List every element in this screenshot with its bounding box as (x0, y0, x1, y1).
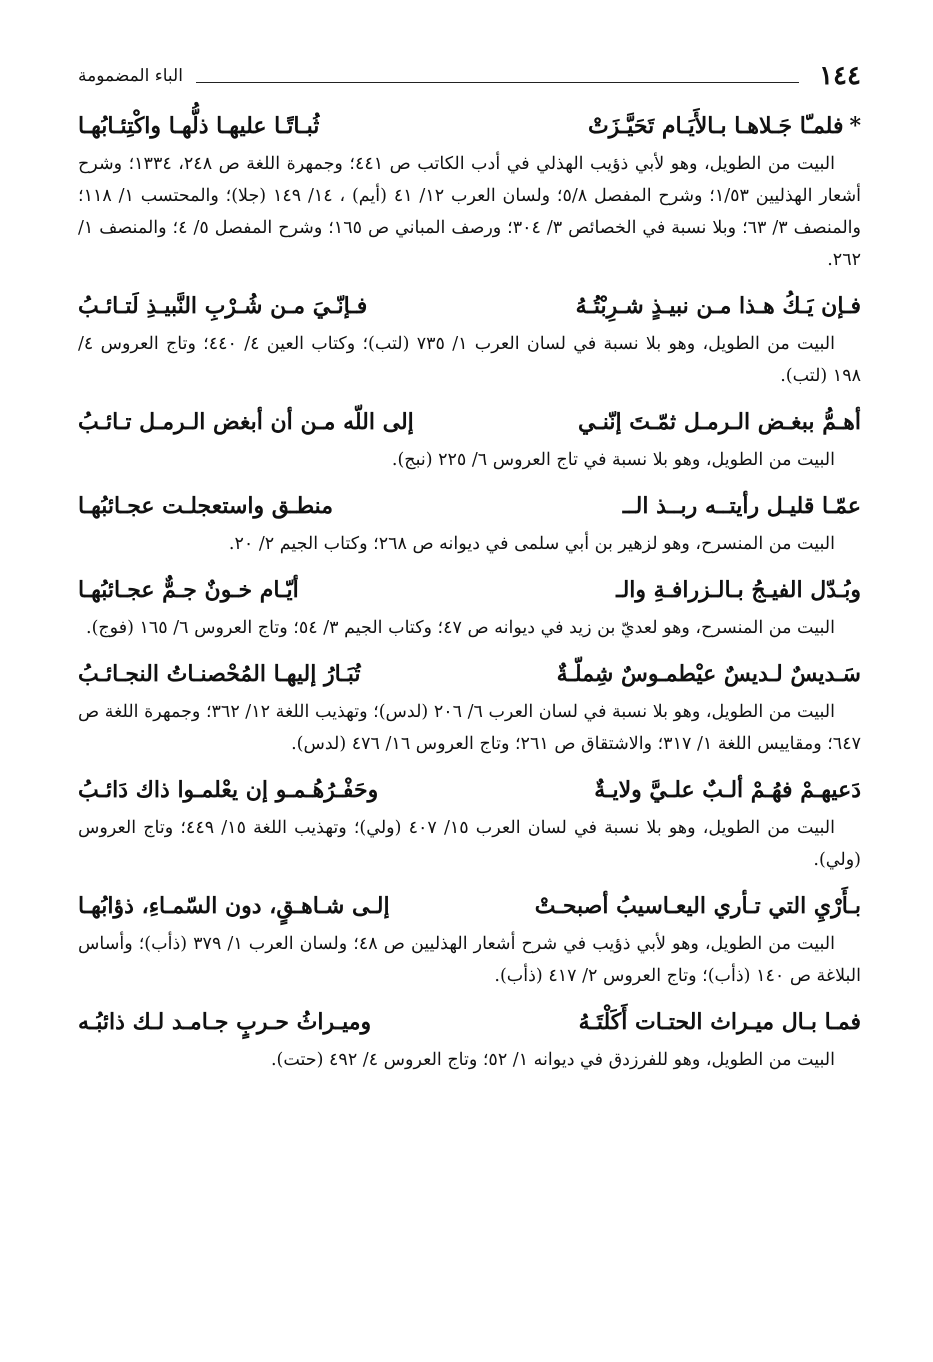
verse (78, 1006, 861, 1038)
verse (78, 290, 861, 322)
citation-note: البيت من الطويل، وهو بلا نسبة في لسان العرب ١/ ٧٣٥ (لتب)؛ وكتاب العين ٤/ ٤٤٠؛ وتاج العروس ٤/ ١٩٨ (لتب). (78, 334, 861, 386)
verse (78, 406, 861, 438)
page-header (78, 62, 861, 90)
entry (78, 658, 861, 760)
citation-note: البيت من الطويل، وهو بلا نسبة في لسان العرب ١٥/ ٤٠٧ (ولي)؛ وتهذيب اللغة ١٥/ ٤٤٩؛ وتاج العروس (ولي). (78, 818, 861, 870)
entry (78, 774, 861, 876)
entry (78, 110, 861, 276)
verse-hemistich-second: ثُبـاتًـا عليهـا ذلُّهـا واكْتِئـابُهـا (78, 113, 320, 139)
citation-note: البيت من الطويل، وهو لأبي ذؤيب في شرح أشعار الهذليين ص ٤٨؛ ولسان العرب ١/ ٣٧٩ (ذأب)؛ وأساس البلاغة ص ١٤٠ (ذأب)؛ وتاج العروس ٢/ ٤١٧ (ذأب). (78, 934, 861, 986)
verse-hemistich-first: دَعيهـمْ فهُـمْ ألـبٌ علـيَّ ولايـةٌ (594, 777, 861, 803)
page-body (78, 110, 861, 1090)
entry (78, 1006, 861, 1076)
entry-marker: * (849, 113, 861, 139)
entry (78, 406, 861, 476)
citation-note: البيت من الطويل، وهو لأبي ذؤيب الهذلي في أدب الكاتب ص ٤٤١؛ وجمهرة اللغة ص ٢٤٨، ١٣٣٤؛ وشرح أشعار الهذليين ١/٥٣؛ وشرح المفصل ٥/٨؛ ولسان العرب ١٢/ ٤١ (أيم) ، ١٤/ ١٤٩ (جلا)؛ والمحتسب ١/ ١١٨؛ والمنصف ٣/ ٦٣؛ وبلا نسبة في الخصائص ٣/ ٣٠٤؛ ورصف المباني ص ١٦٥؛ وشرح المفصل ٥/ ٤؛ والمنصف ١/ ٢٦٢. (78, 154, 861, 270)
verse-hemistich-second: إلى اللّه مـن أن أبغض الـرمـل تـائـبُ (78, 409, 414, 435)
verse-hemistich-second: أيّـام خـونٌ جـمٌّ عجـائبُهـا (78, 577, 299, 603)
entry (78, 490, 861, 560)
verse-hemistich-first: سَـديسٌ لـديسٌ عيْطمـوسٌ شِملّـةٌ (556, 661, 861, 687)
verse-hemistich-second: فـإنّـيَ مـن شُـرْبِ النَّبيـذِ لَتـائـبُ (78, 293, 368, 319)
verse-hemistich-second: تُبَـارُ إليهـا المُحْصنـاتُ النجـائـبُ (78, 661, 361, 687)
verse (78, 110, 861, 142)
verse-hemistich-first: فلمـّا جَـلاهـا بـالأَيَـام تَحَيَّـزَتْ (587, 113, 844, 139)
verse-hemistich-first: وبُـدّل الفيـجُ بـالـزرافـةِ والـ (616, 577, 861, 603)
verse (78, 890, 861, 922)
citation-note: البيت من الطويل، وهو للفرزدق في ديوانه ١/ ٥٢؛ وتاج العروس ٤/ ٤٩٢ (حتت). (270, 1050, 835, 1070)
entry (78, 574, 861, 644)
citation-note: البيت من الطويل، وهو بلا نسبة في لسان العرب ٦/ ٢٠٦ (لدس)؛ وتهذيب اللغة ١٢/ ٣٦٢؛ وجمهرة اللغة ص ٦٤٧؛ ومقاييس اللغة ١/ ٣١٧؛ والاشتقاق ص ٢٦١؛ وتاج العروس ١٦/ ٤٧٦ (لدس). (78, 702, 861, 754)
citation-note: البيت من الطويل، وهو بلا نسبة في تاج العروس ٦/ ٢٢٥ (نبج). (391, 450, 835, 470)
entry (78, 290, 861, 392)
citation-note: البيت من المنسرح، وهو لعديّ بن زيد في ديوانه ص ٤٧؛ وكتاب الجيم ٣/ ٥٤؛ وتاج العروس ٦/ ١٦٥ (فوج). (86, 618, 835, 638)
verse (78, 490, 861, 522)
running-title: الباء المضمومة (78, 66, 183, 86)
citation-note: البيت من المنسرح، وهو لزهير بن أبي سلمى في ديوانه ص ٢٦٨؛ وكتاب الجيم ٢/ ٢٠. (228, 534, 835, 554)
verse (78, 574, 861, 606)
header-rule (196, 82, 799, 83)
verse-hemistich-second: منطـق واستعجلـت عجـائبُهـا (78, 493, 334, 519)
verse-hemistich-first: عمّـا قليـل رأيتــه ربــذ الــ (622, 493, 861, 519)
verse-hemistich-first: فـإن يَـكُ هـذا مـن نبيـذٍ شـرِبْتُـهُ (575, 293, 861, 319)
verse-hemistich-first: بـأَرْيِ التي تـأري اليعـاسيبُ أصبحـتْ (534, 893, 861, 919)
verse-hemistich-second: وميـراثُ حـربٍ جـامـد لـك ذائبُـه (78, 1009, 372, 1035)
verse-hemistich-first: فمـا بـال ميـراث الحتـات أَكَلْتَـهُ (578, 1009, 861, 1035)
verse-hemistich-first: أهـمُّ ببغـض الـرمـل ثمّـتَ إنّنـي (577, 409, 861, 435)
page-number: ١٤٤ (819, 61, 861, 91)
verse-hemistich-second: وحَفْـرُهُـمـو إن يعْلمـوا ذاك دَائـبُ (78, 777, 379, 803)
verse (78, 774, 861, 806)
verse-hemistich-second: إلـى شـاهـقٍ، دون السّمـاءِ، ذؤابُهـا (78, 893, 390, 919)
entry (78, 890, 861, 992)
verse (78, 658, 861, 690)
